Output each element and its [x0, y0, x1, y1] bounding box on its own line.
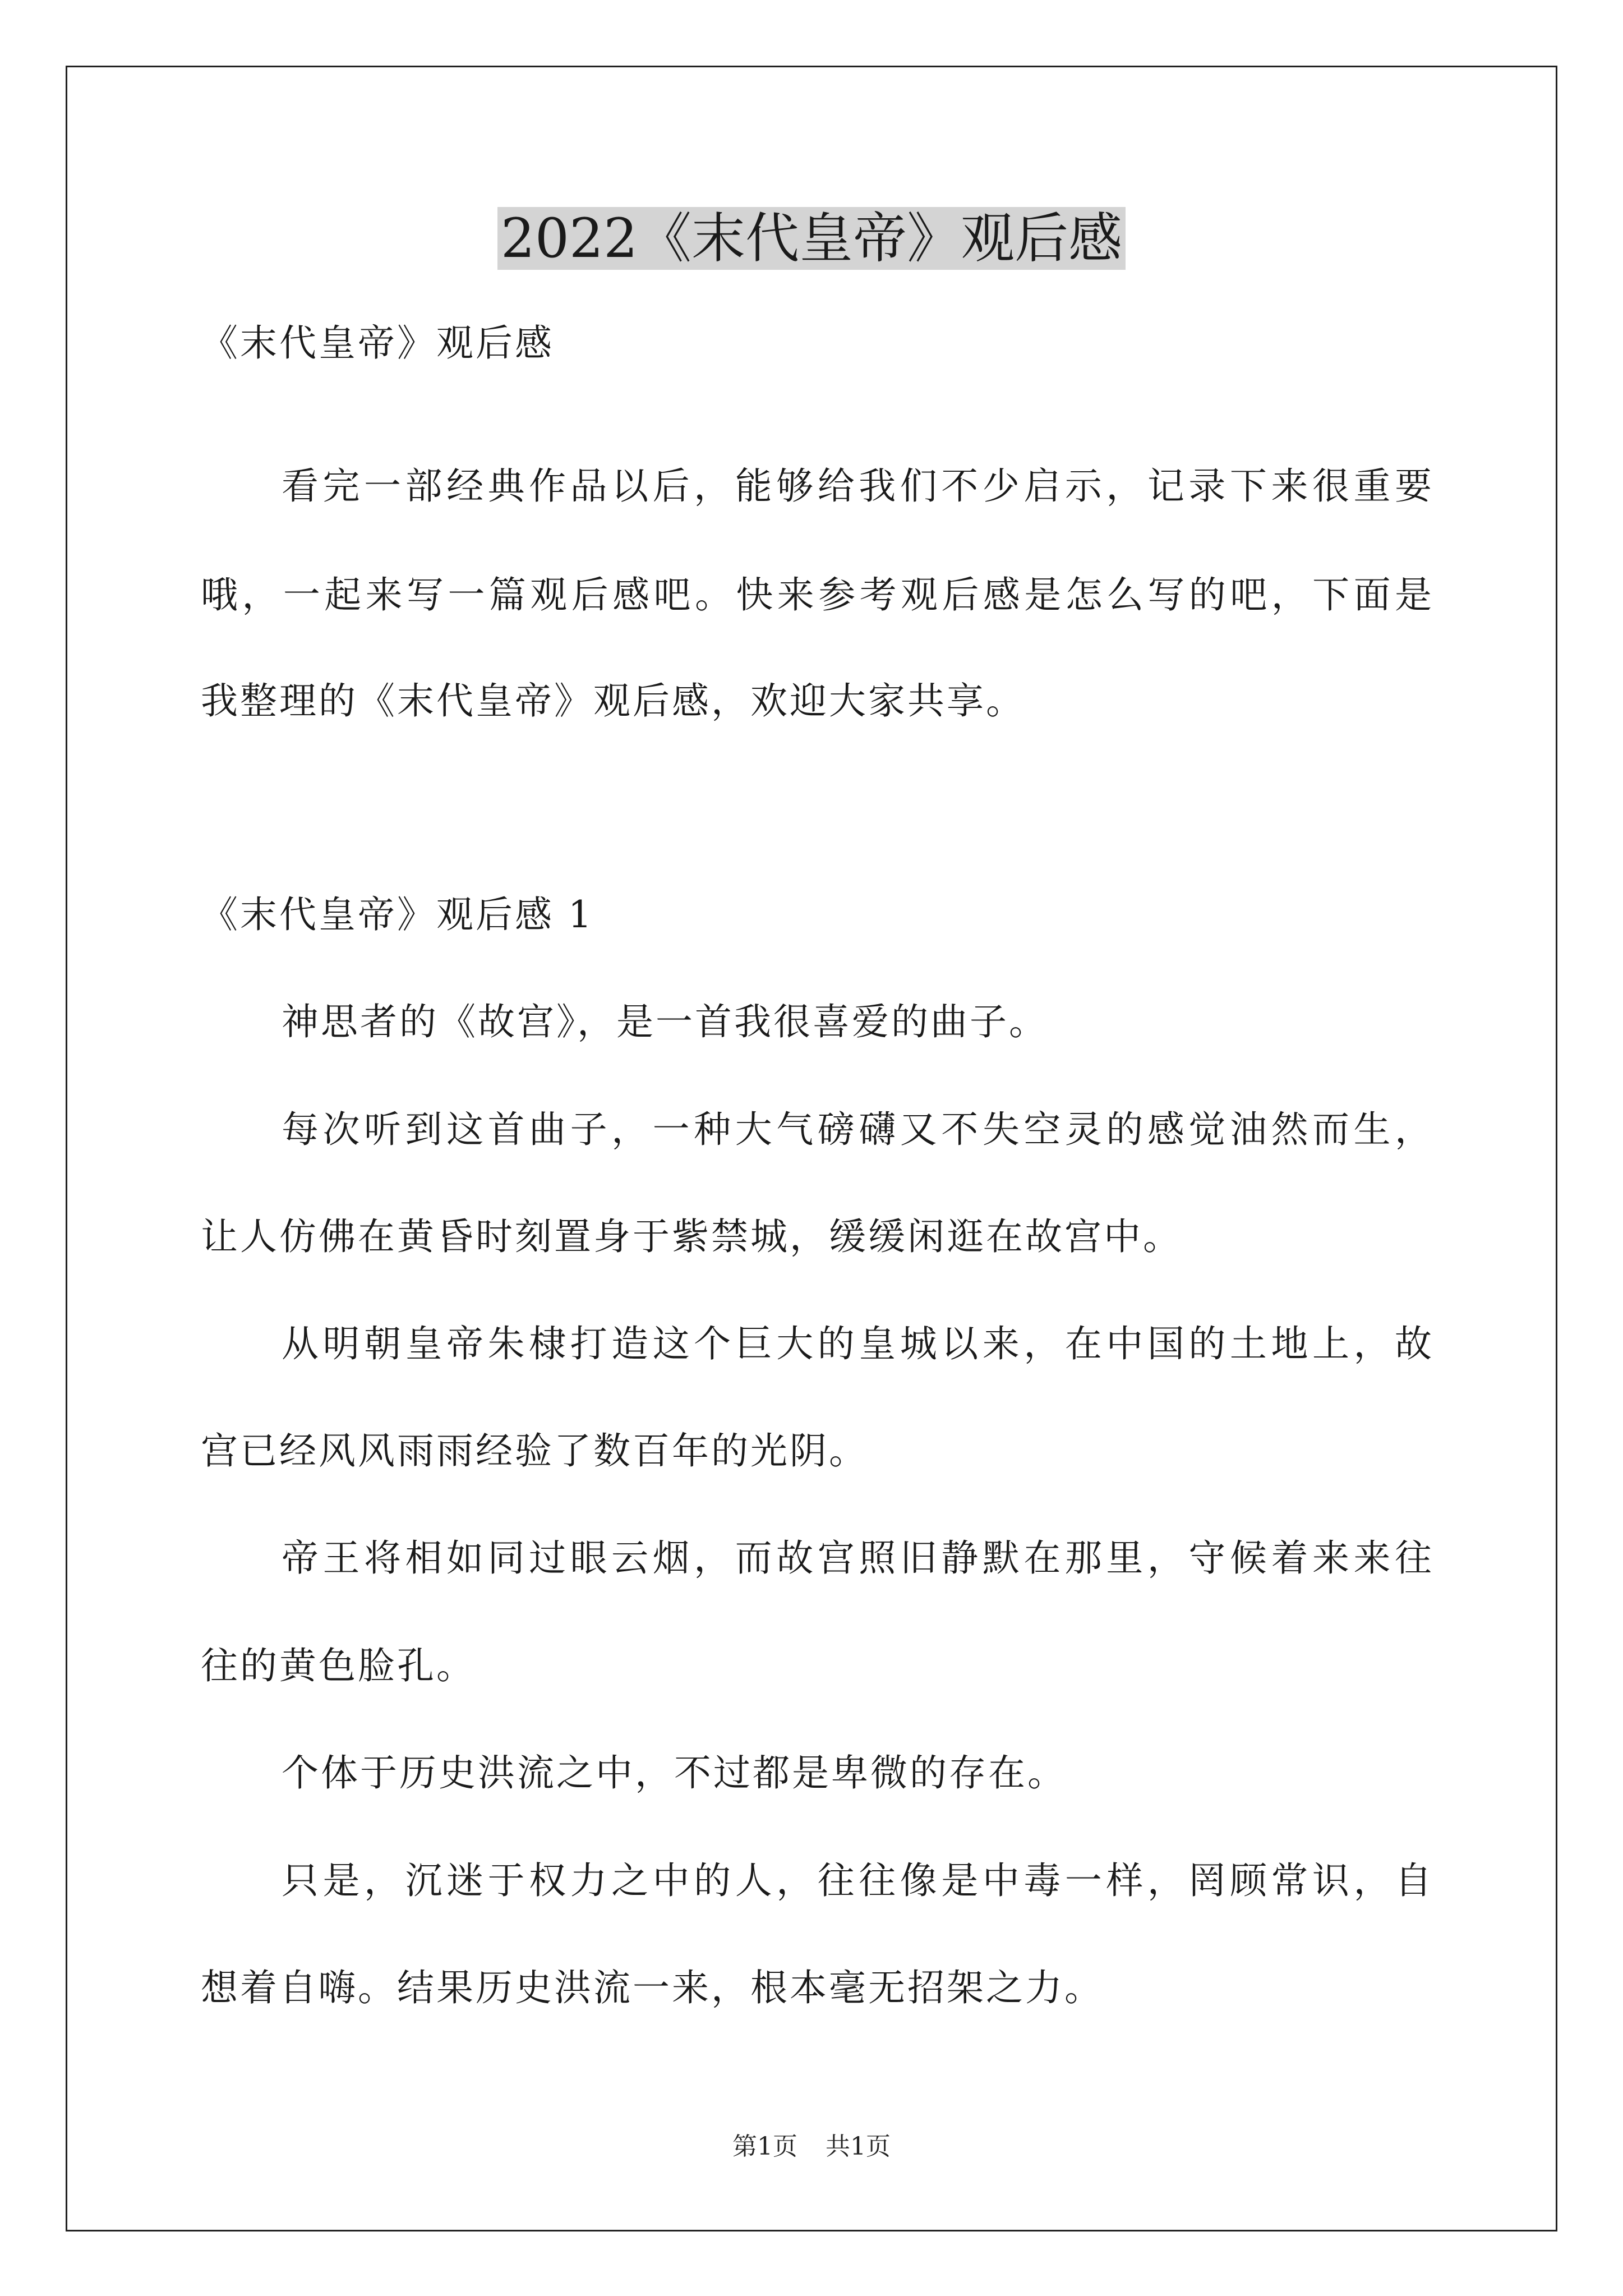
- paragraph-2-line-1: 每次听到这首曲子，一种大气磅礴又不失空灵的感觉油然而生，: [282, 1108, 1432, 1151]
- section-heading: 《末代皇帝》观后感 1: [201, 893, 594, 936]
- intro-line-1: 看完一部经典作品以后，能够给我们不少启示，记录下来很重要: [282, 464, 1432, 508]
- paragraph-3-line-2: 宫已经风风雨雨经验了数百年的光阴。: [201, 1429, 868, 1473]
- page-footer: [0, 2130, 1623, 2164]
- paragraph-1-line-1: 神思者的《故宫》，是一首我很喜爱的曲子。: [282, 1000, 1048, 1043]
- page-number-current: 第1页: [732, 2132, 797, 2161]
- paragraph-6-line-1: 只是，沉迷于权力之中的人，往往像是中毒一样，罔顾常识，自: [282, 1859, 1432, 1902]
- subtitle: 《末代皇帝》观后感: [201, 321, 554, 365]
- paragraph-5-line-1: 个体于历史洪流之中，不过都是卑微的存在。: [282, 1751, 1067, 1795]
- document-title-text: 2022《末代皇帝》观后感: [497, 207, 1126, 270]
- paragraph-4-line-1: 帝王将相如同过眼云烟，而故宫照旧静默在那里，守候着来来往: [282, 1536, 1432, 1580]
- paragraph-4-line-2: 往的黄色脸孔。: [201, 1644, 476, 1687]
- intro-line-3: 我整理的《末代皇帝》观后感，欢迎大家共享。: [201, 679, 1025, 723]
- intro-line-2: 哦，一起来写一篇观后感吧。快来参考观后感是怎么写的吧，下面是: [201, 573, 1432, 616]
- paragraph-3-line-1: 从明朝皇帝朱棣打造这个巨大的皇城以来，在中国的土地上，故: [282, 1322, 1432, 1365]
- page-number-total: 共1页: [826, 2132, 891, 2161]
- paragraph-2-line-2: 让人仿佛在黄昏时刻置身于紫禁城，缓缓闲逛在故宫中。: [201, 1215, 1182, 1258]
- paragraph-6-line-2: 想着自嗨。结果历史洪流一来，根本毫无招架之力。: [201, 1966, 1104, 2009]
- document-title: [0, 199, 1623, 278]
